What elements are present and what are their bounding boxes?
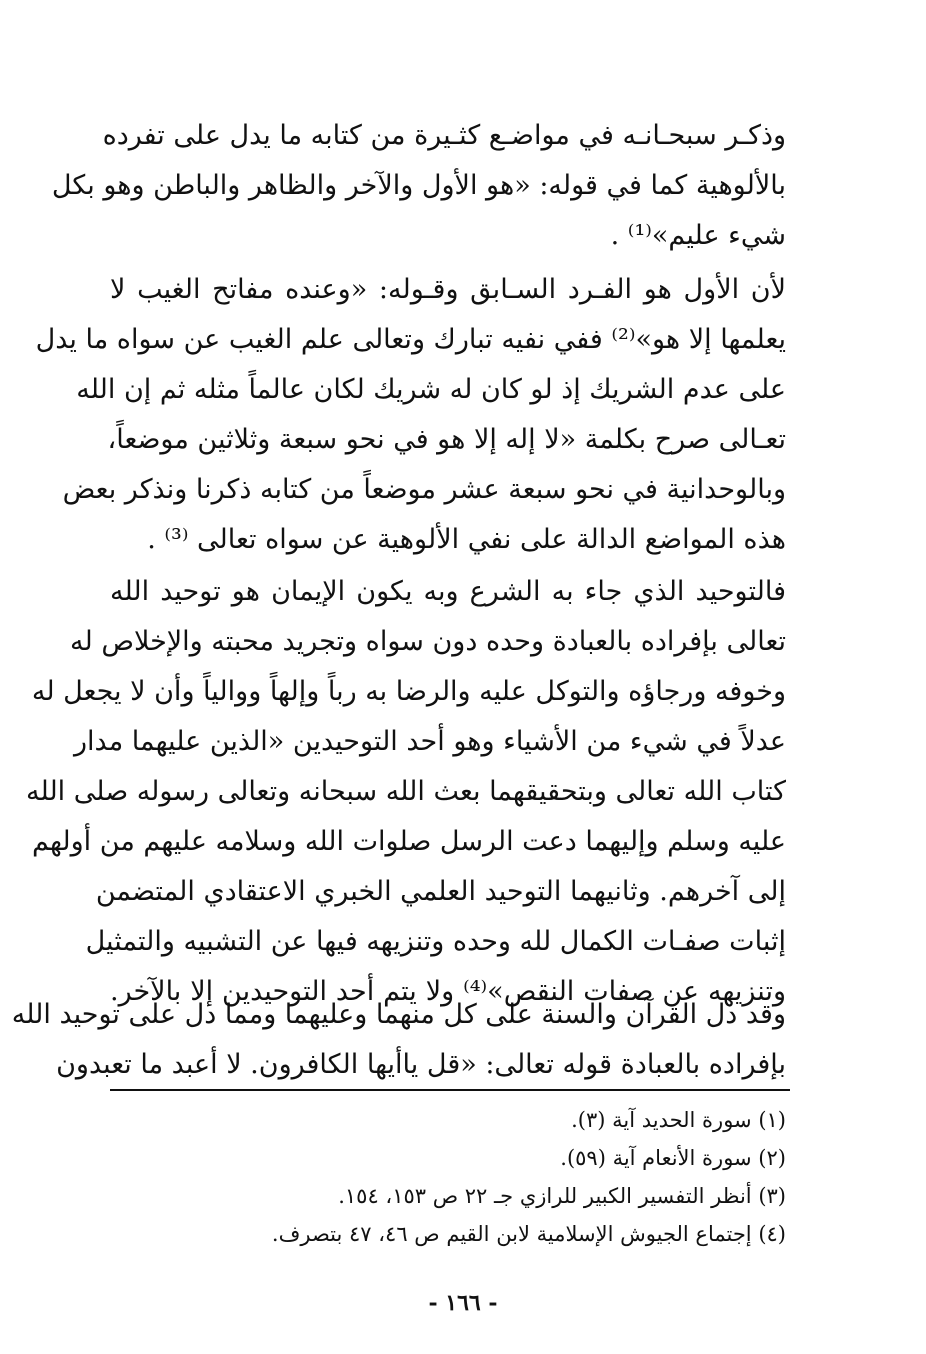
body-line: وقد دل القرآن والسنة على كل منهما وعليهما ومما دل على توحيد الله xyxy=(11,999,786,1030)
footnote: (١) سورة الحديد آية (٣). xyxy=(571,1108,786,1132)
footnote: (٣) أنظر التفسير الكبير للرازي جـ ٢٢ ص ١٥٣، ١٥٤. xyxy=(338,1184,786,1208)
body-line: بالألوهية كما في قوله: «هو الأول والآخر والظاهر والباطن وهو بكل xyxy=(51,170,786,201)
body-line: على عدم الشريك إذ لو كان له شريك لكان عالماً مثله ثم إن الله xyxy=(76,374,786,405)
body-line: يعلمها إلا هو»⁽²⁾ ففي نفيه تبارك وتعالى علم الغيب عن سواه ما يدل xyxy=(35,324,786,355)
footnote-rule xyxy=(110,1089,790,1091)
body-line: بإفراده بالعبادة قوله تعالى: «قل ياأيها الكافرون. لا أعبد ما تعبدون xyxy=(56,1049,786,1080)
body-line: وتنزيهه عن صفات النقص»⁽⁴⁾ ولا يتم أحد التوحيدين إلا بالآخر. xyxy=(110,976,787,1007)
body-line: تعالى بإفراده بالعبادة وحده دون سواه وتجريد محبته والإخلاص له xyxy=(70,626,786,657)
body-line: وبالوحدانية في نحو سبعة عشر موضعاً من كتابه ذكرنا ونذكر بعض xyxy=(62,474,786,505)
body-line: عليه وسلم وإليهما دعت الرسل صلوات الله وسلامه عليهم من أولهم xyxy=(32,826,786,857)
body-line: هذه المواضع الدالة على نفي الألوهية عن سواه تعالى ⁽³⁾ . xyxy=(147,524,786,555)
footnote: (٤) إجتماع الجيوش الإسلامية لابن القيم ص ٤٦، ٤٧ بتصرف. xyxy=(271,1222,786,1246)
body-line: لأن الأول هو الفـرد السـابق وقـوله: «وعنده مفاتح الغيب لا xyxy=(110,274,786,305)
body-line: تعـالى صرح بكلمة «لا إله إلا هو في نحو سبعة وثلاثين موضعاً، xyxy=(107,424,786,455)
body-line: إلى آخرهم. وثانيهما التوحيد العلمي الخبري الاعتقادي المتضمن xyxy=(95,876,786,907)
page-number: - ١٦٦ - xyxy=(428,1290,498,1316)
body-line: شيء عليم»⁽¹⁾ . xyxy=(610,220,786,251)
body-line: كتاب الله تعالى وبتحقيقهما بعث الله سبحانه وتعالى رسوله صلى الله xyxy=(26,776,786,807)
body-line: وذكـر سبحـانـه في مواضـع كثـيرة من كتابه ما يدل على تفرده xyxy=(102,120,786,151)
body-line: إثبات صفـات الكمال لله وحده وتنزيهه فيها عن التشبيه والتمثيل xyxy=(85,926,786,957)
body-line: عدلاً في شيء من الأشياء وهو أحد التوحيدين «الذين عليهما مدار xyxy=(74,726,786,757)
footnote: (٢) سورة الأنعام آية (٥٩). xyxy=(560,1146,786,1170)
body-line: فالتوحيد الذي جاء به الشرع وبه يكون الإيمان هو توحيد الله xyxy=(110,576,786,607)
body-line: وخوفه ورجاؤه والتوكل عليه والرضا به رباً وإلهاً ووالياً وأن لا يجعل له xyxy=(31,676,786,707)
